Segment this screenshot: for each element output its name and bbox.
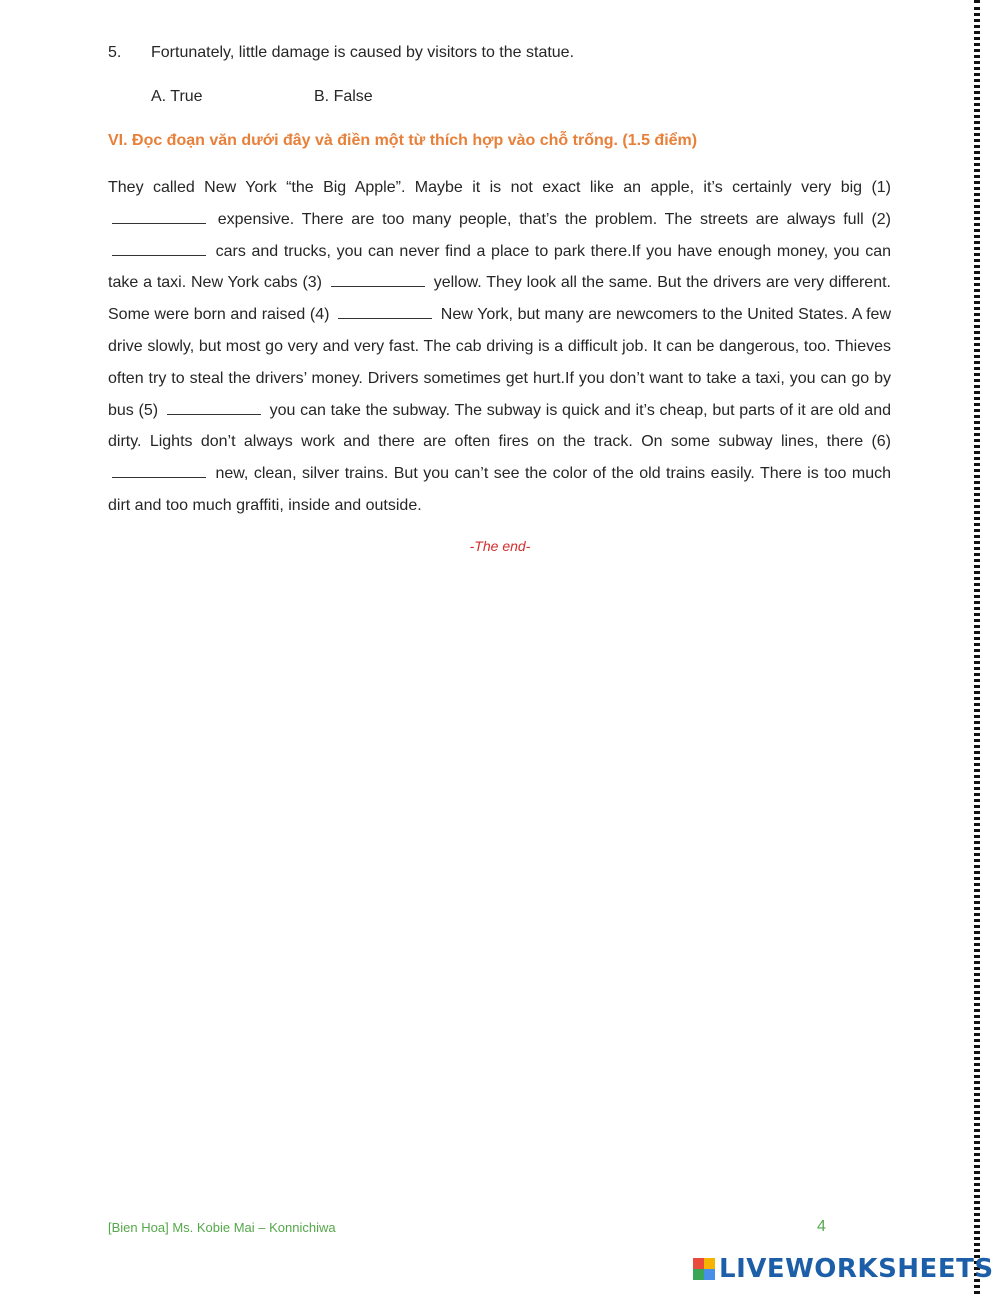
logo-block-blue [704, 1269, 715, 1280]
passage-text: They called New York “the Big Apple”. Maybe it is not exact like an apple, it’s certainly very big (1) [108, 179, 891, 196]
passage-text: yellow. They look all the same. But the drivers are very different. Some were born and raised (4) [108, 274, 891, 324]
logo-block-yellow [704, 1258, 715, 1269]
passage-text: expensive. There are too many people, that’s the problem. The streets are always full (2) [217, 210, 891, 228]
blank-1-input[interactable] [112, 206, 206, 224]
option-a[interactable]: A. True [151, 88, 203, 105]
liveworksheets-brand[interactable] [693, 1252, 994, 1286]
question-number: 5. [108, 44, 122, 61]
footer-credit: [Bien Hoa] Ms. Kobie Mai – Konnichiwa [108, 1220, 336, 1235]
passage-text: New York, but many are newcomers to the United States. A few drive slowly, but most go very and very fast. The cab driving is a difficult job. It can be dangerous, too. Thieves often try to steal the drivers’ money. Drivers sometimes get hurt.If you don’t want to take a taxi, you can go by bus (5) [108, 306, 892, 419]
logo-block-red [693, 1258, 704, 1269]
option-b[interactable]: B. False [314, 88, 373, 105]
question-5-options [151, 88, 373, 106]
passage-text: cars and trucks, you can never find a place to park there.If you have enough money, you can take a taxi. New York cabs (3) [108, 242, 892, 292]
section-title: VI. Đọc đoạn văn dưới đây và điền một từ thích hợp vào chỗ trống. (1.5 điểm) [108, 132, 698, 149]
question-text: Fortunately, little damage is caused by visitors to the statue. [151, 44, 575, 61]
the-end-label: -The end- [469, 538, 531, 554]
passage-text: you can take the subway. The subway is quick and it’s cheap, but parts of it are old and dirty. Lights don’t always work and there are often fires on the track. On some subway lines, there (6) [108, 401, 892, 451]
dotted-edge-border [974, 0, 980, 1294]
logo-block-green [693, 1269, 704, 1280]
blank-4-input[interactable] [338, 301, 432, 319]
brand-name: LIVEWORKSHEETS [719, 1254, 994, 1284]
liveworksheets-logo-icon [693, 1258, 715, 1280]
page-number: 4 [817, 1218, 826, 1235]
blank-2-input[interactable] [112, 238, 206, 256]
question-5 [108, 44, 574, 62]
blank-6-input[interactable] [112, 460, 206, 478]
passage-text: new, clean, silver trains. But you can’t see the color of the old trains easily. There is too much dirt and too much graffiti, inside and outside. [108, 465, 891, 514]
blank-3-input[interactable] [331, 269, 425, 287]
blank-5-input[interactable] [167, 397, 261, 415]
reading-passage [108, 172, 891, 522]
